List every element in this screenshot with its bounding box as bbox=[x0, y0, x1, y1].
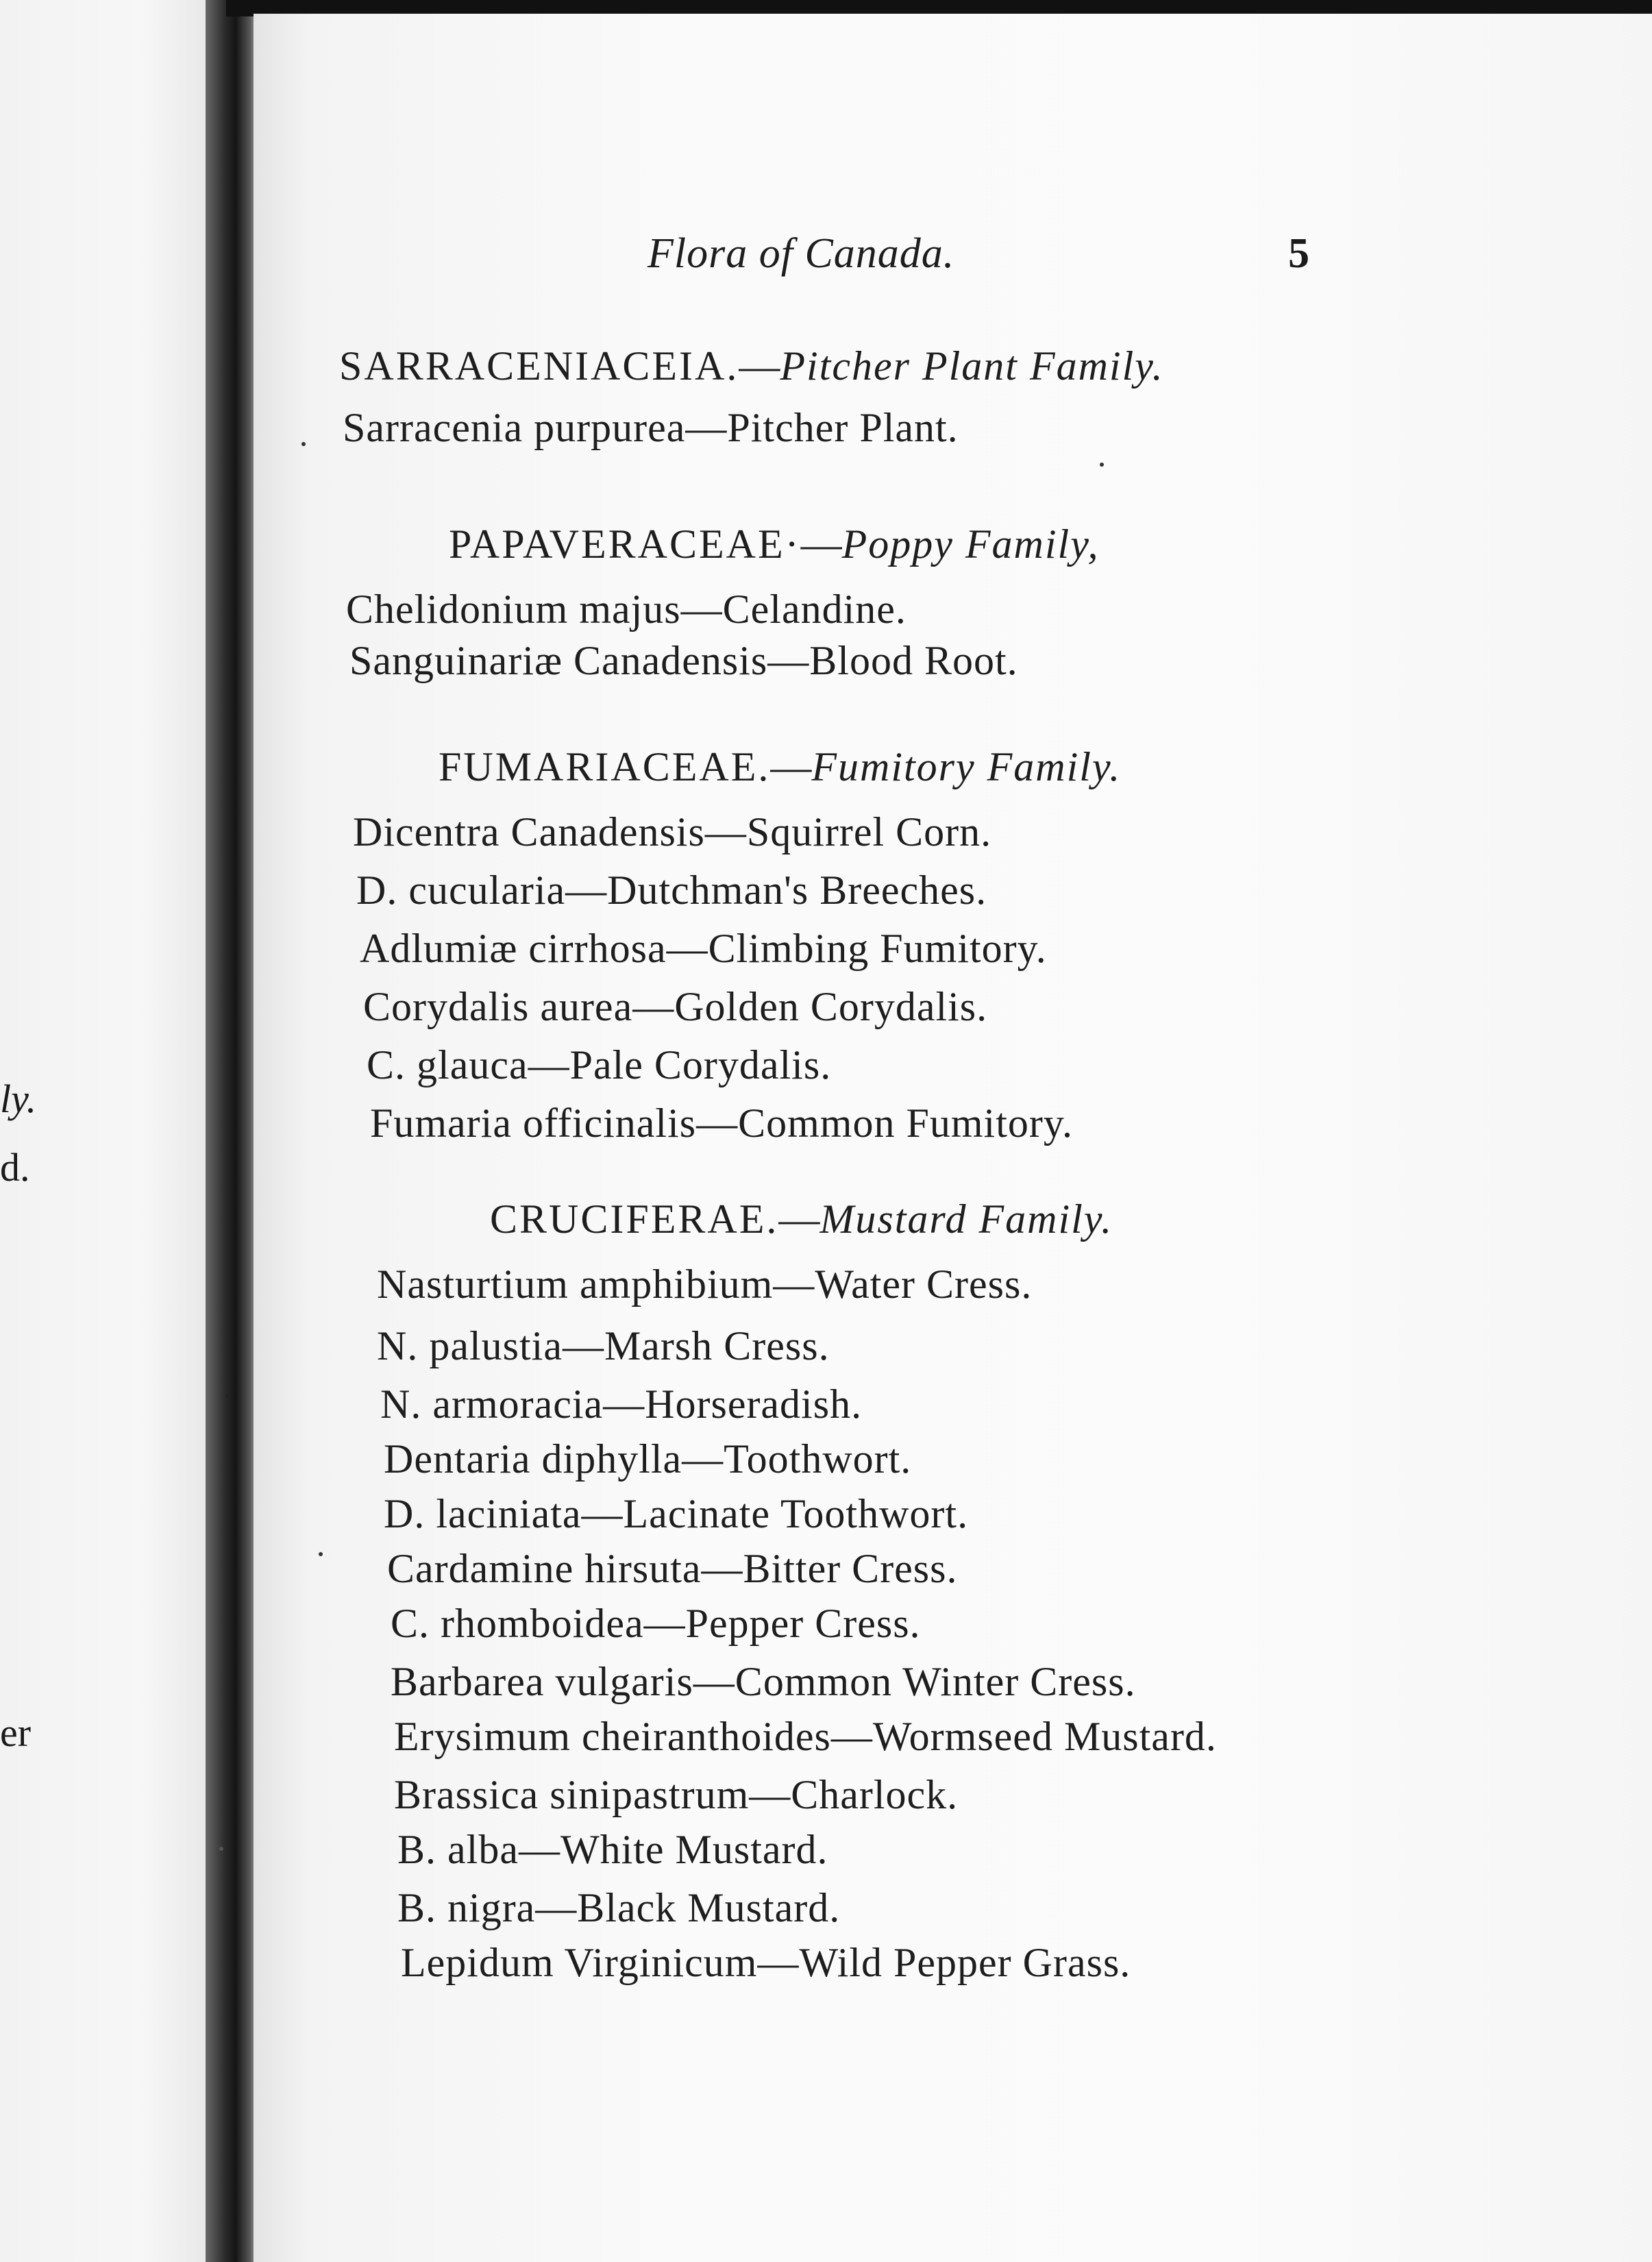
family-name: FUMARIACEAE. bbox=[439, 744, 771, 789]
page-speck bbox=[219, 1847, 223, 1851]
species-entry: Cardamine hirsuta—Bitter Cress. bbox=[387, 1546, 958, 1591]
species-entry: Erysimum cheiranthoides—Wormseed Mustard. bbox=[394, 1714, 1217, 1759]
family-common-name: Poppy Family, bbox=[841, 521, 1100, 567]
family-common-name: Mustard Family. bbox=[819, 1196, 1113, 1242]
species-entry: B. nigra—Black Mustard. bbox=[397, 1885, 841, 1930]
left-page-fragment: ly. bbox=[0, 1077, 37, 1121]
family-heading bbox=[439, 743, 1121, 791]
species-entry: Lepidum Virginicum—Wild Pepper Grass. bbox=[401, 1940, 1131, 1985]
family-heading bbox=[449, 521, 1100, 568]
species-entry: Chelidonium majus—Celandine. bbox=[346, 587, 907, 632]
running-title: Flora of Canada. bbox=[648, 230, 955, 277]
page-speck bbox=[301, 442, 306, 446]
family-heading bbox=[490, 1196, 1113, 1243]
species-entry: Dentaria diphylla—Toothwort. bbox=[384, 1436, 912, 1482]
species-entry: Corydalis aurea—Golden Corydalis. bbox=[363, 984, 988, 1029]
species-entry: N. palustia—Marsh Cress. bbox=[377, 1323, 830, 1368]
heading-dash: — bbox=[778, 1196, 820, 1242]
page-speck bbox=[226, 1394, 230, 1399]
page-speck bbox=[1100, 463, 1104, 467]
family-common-name: Pitcher Plant Family. bbox=[780, 343, 1164, 389]
family-name: SARRACENIACEIA. bbox=[339, 343, 739, 389]
species-entry: B. alba—White Mustard. bbox=[397, 1827, 828, 1872]
species-entry: Fumaria officinalis—Common Fumitory. bbox=[370, 1101, 1073, 1146]
page-speck bbox=[319, 1552, 323, 1556]
family-common-name: Fumitory Family. bbox=[811, 744, 1122, 789]
left-page-fragment: d. bbox=[0, 1145, 30, 1190]
species-entry: C. rhomboidea—Pepper Cress. bbox=[391, 1601, 921, 1646]
family-name: PAPAVERACEAE· bbox=[449, 521, 801, 567]
heading-dash: — bbox=[800, 521, 842, 567]
heading-dash: — bbox=[739, 343, 780, 389]
page-number: 5 bbox=[1288, 230, 1309, 277]
species-entry: Nasturtium amphibium—Water Cress. bbox=[377, 1262, 1033, 1307]
previous-page bbox=[0, 0, 236, 2262]
species-entry: C. glauca—Pale Corydalis. bbox=[367, 1042, 832, 1087]
species-entry: Brassica sinipastrum—Charlock. bbox=[394, 1772, 959, 1817]
species-entry: D. laciniata—Lacinate Toothwort. bbox=[384, 1491, 969, 1536]
species-entry: Sanguinariæ Canadensis—Blood Root. bbox=[349, 638, 1018, 683]
species-entry: Dicentra Canadensis—Squirrel Corn. bbox=[353, 809, 992, 855]
family-name: CRUCIFERAE. bbox=[490, 1196, 779, 1242]
left-page-fragment: er bbox=[0, 1710, 32, 1755]
species-entry: N. armoracia—Horseradish. bbox=[380, 1381, 863, 1427]
book-gutter bbox=[206, 0, 260, 2262]
family-heading bbox=[339, 343, 1164, 390]
species-entry: Sarracenia purpurea—Pitcher Plant. bbox=[343, 405, 959, 450]
species-entry: D. cucularia—Dutchman's Breeches. bbox=[356, 868, 987, 913]
species-entry: Adlumiæ cirrhosa—Climbing Fumitory. bbox=[360, 926, 1047, 971]
species-entry: Barbarea vulgaris—Common Winter Cress. bbox=[391, 1659, 1136, 1704]
heading-dash: — bbox=[770, 744, 812, 789]
